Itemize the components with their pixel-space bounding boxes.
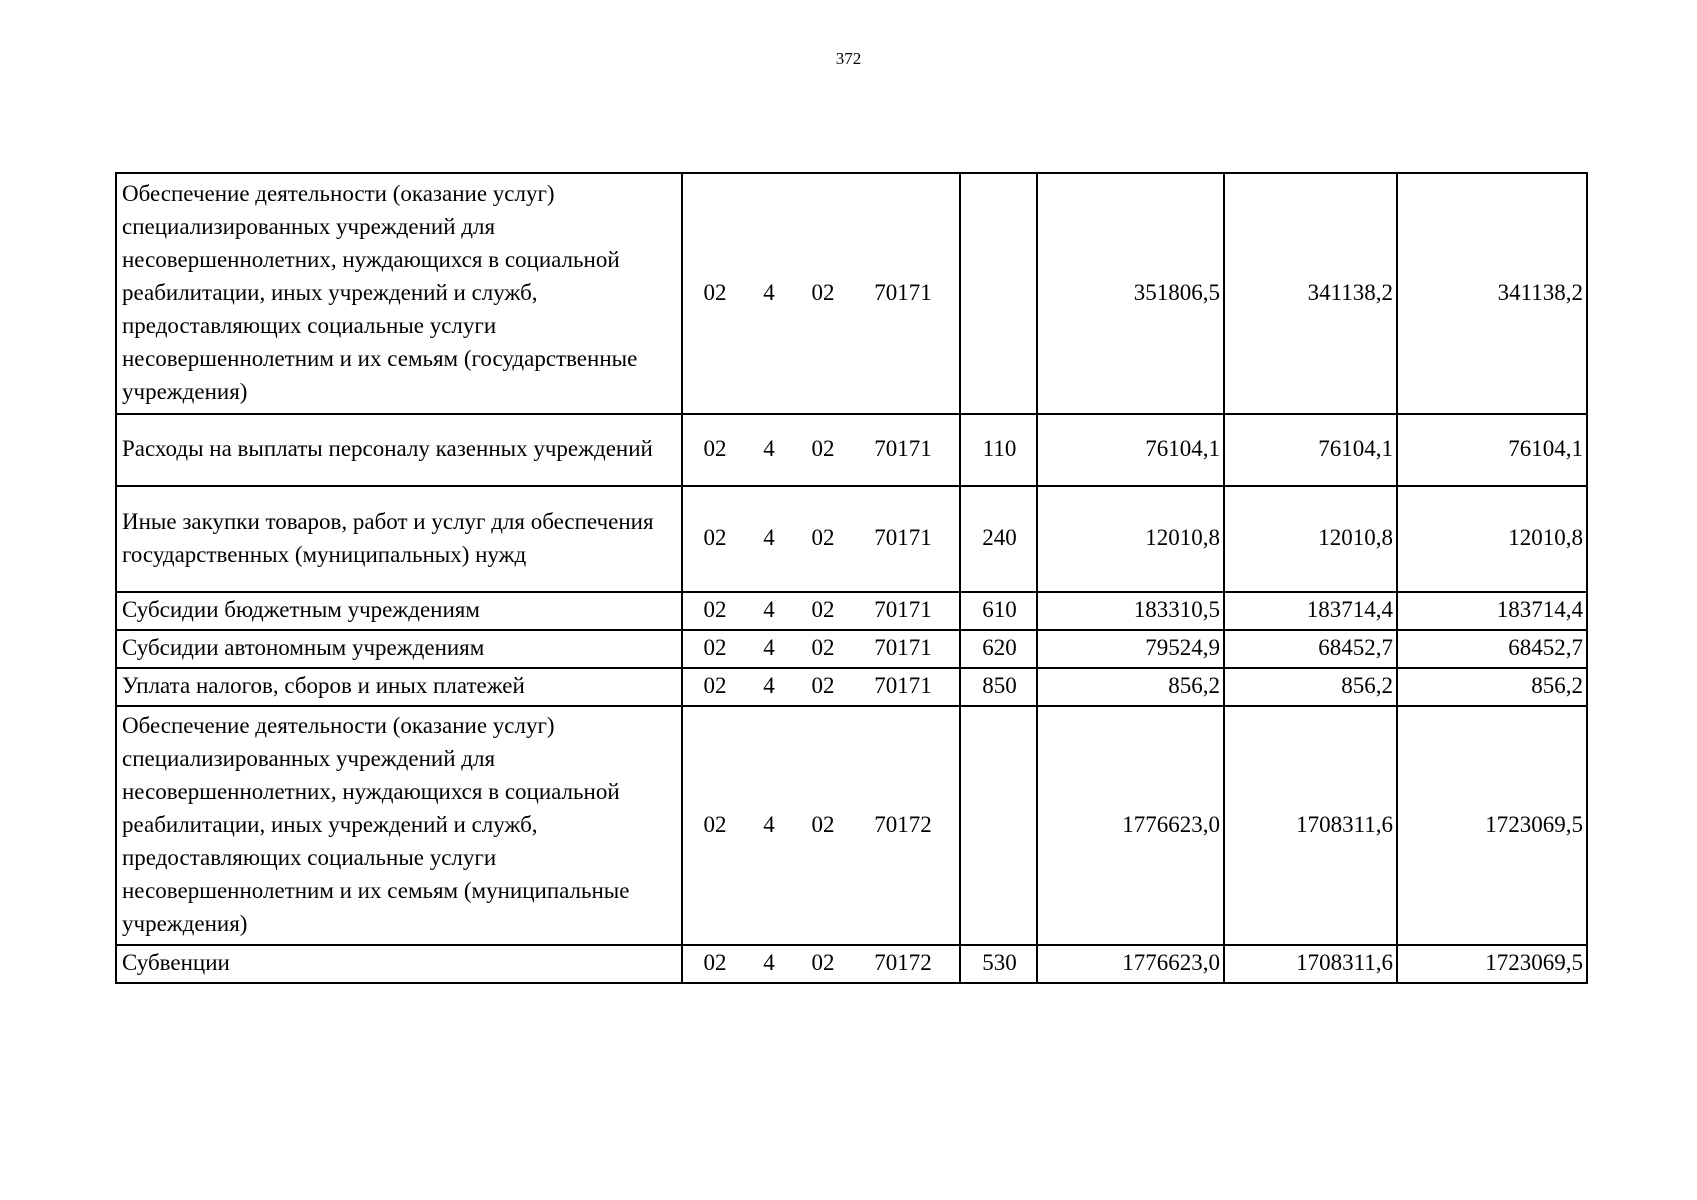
program-code: 02 — [703, 811, 727, 837]
expense-type-code: 240 — [960, 486, 1037, 592]
sum-year-2: 1708311,6 — [1224, 945, 1397, 983]
sum-year-1: 79524,9 — [1037, 630, 1224, 668]
program-code: 02 — [703, 950, 727, 975]
sum-year-3: 68452,7 — [1397, 630, 1587, 668]
program-code: 02 — [703, 279, 727, 305]
table-row — [116, 945, 1587, 983]
row-name: Обеспечение деятельности (оказание услуг) специализированных учреждений для несовершеннолетних, нуждающихся в социальной реабилитации, иных учреждений и служб, предоставляющих социальные услуги несовершеннолетним и их семьям (муниципальные учреждения) — [116, 706, 682, 945]
row-codes — [682, 668, 960, 706]
sum-year-3: 12010,8 — [1397, 486, 1587, 592]
event-code: 02 — [811, 635, 835, 660]
event-code: 02 — [811, 436, 835, 461]
sum-year-1: 1776623,0 — [1037, 945, 1224, 983]
table-row — [116, 486, 1587, 592]
expense-type-code: 620 — [960, 630, 1037, 668]
direction-code: 70171 — [874, 525, 932, 550]
subprogram-code: 4 — [763, 597, 775, 622]
direction-code: 70171 — [874, 673, 932, 698]
sum-year-2: 341138,2 — [1224, 173, 1397, 414]
subprogram-code: 4 — [763, 635, 775, 660]
subprogram-code: 4 — [763, 525, 775, 550]
subprogram-code: 4 — [763, 950, 775, 975]
expense-type-code: 610 — [960, 592, 1037, 630]
subprogram-code: 4 — [763, 436, 775, 461]
row-name: Уплата налогов, сборов и иных платежей — [116, 668, 682, 706]
event-code: 02 — [811, 673, 835, 698]
table-row — [116, 173, 1587, 414]
event-code: 02 — [811, 525, 835, 550]
row-codes — [682, 173, 960, 414]
direction-code: 70172 — [874, 811, 932, 837]
direction-code: 70172 — [874, 950, 932, 975]
sum-year-3: 856,2 — [1397, 668, 1587, 706]
row-codes — [682, 945, 960, 983]
budget-table-body — [116, 173, 1587, 983]
sum-year-2: 12010,8 — [1224, 486, 1397, 592]
program-code: 02 — [703, 525, 727, 550]
sum-year-3: 1723069,5 — [1397, 706, 1587, 945]
row-codes — [682, 592, 960, 630]
row-name: Иные закупки товаров, работ и услуг для обеспечения государственных (муниципальных) нужд — [116, 486, 682, 592]
row-name: Расходы на выплаты персоналу казенных учреждений — [116, 414, 682, 486]
sum-year-2: 76104,1 — [1224, 414, 1397, 486]
direction-code: 70171 — [874, 635, 932, 660]
event-code: 02 — [811, 279, 835, 305]
expense-type-code — [960, 173, 1037, 414]
expense-type-code: 850 — [960, 668, 1037, 706]
direction-code: 70171 — [874, 279, 932, 305]
direction-code: 70171 — [874, 436, 932, 461]
program-code: 02 — [703, 635, 727, 660]
sum-year-3: 1723069,5 — [1397, 945, 1587, 983]
direction-code: 70171 — [874, 597, 932, 622]
sum-year-1: 76104,1 — [1037, 414, 1224, 486]
expense-type-code — [960, 706, 1037, 945]
table-row — [116, 668, 1587, 706]
event-code: 02 — [811, 950, 835, 975]
table-row — [116, 630, 1587, 668]
row-name: Субсидии бюджетным учреждениям — [116, 592, 682, 630]
sum-year-3: 183714,4 — [1397, 592, 1587, 630]
row-codes — [682, 630, 960, 668]
row-codes — [682, 486, 960, 592]
sum-year-1: 12010,8 — [1037, 486, 1224, 592]
subprogram-code: 4 — [763, 279, 775, 305]
sum-year-2: 183714,4 — [1224, 592, 1397, 630]
row-name: Субвенции — [116, 945, 682, 983]
table-row — [116, 706, 1587, 945]
sum-year-1: 856,2 — [1037, 668, 1224, 706]
sum-year-2: 1708311,6 — [1224, 706, 1397, 945]
event-code: 02 — [811, 597, 835, 622]
budget-table — [115, 172, 1588, 984]
row-codes — [682, 706, 960, 945]
sum-year-1: 1776623,0 — [1037, 706, 1224, 945]
table-row — [116, 414, 1587, 486]
row-name: Субсидии автономным учреждениям — [116, 630, 682, 668]
expense-type-code: 110 — [960, 414, 1037, 486]
sum-year-2: 856,2 — [1224, 668, 1397, 706]
table-row — [116, 592, 1587, 630]
sum-year-3: 76104,1 — [1397, 414, 1587, 486]
event-code: 02 — [811, 811, 835, 837]
program-code: 02 — [703, 673, 727, 698]
expense-type-code: 530 — [960, 945, 1037, 983]
subprogram-code: 4 — [763, 673, 775, 698]
sum-year-1: 183310,5 — [1037, 592, 1224, 630]
sum-year-1: 351806,5 — [1037, 173, 1224, 414]
program-code: 02 — [703, 436, 727, 461]
program-code: 02 — [703, 597, 727, 622]
row-name: Обеспечение деятельности (оказание услуг) специализированных учреждений для несовершеннолетних, нуждающихся в социальной реабилитации, иных учреждений и служб, предоставляющих социальные услуги несовершеннолетним и их семьям (государственные учреждения) — [116, 173, 682, 414]
sum-year-3: 341138,2 — [1397, 173, 1587, 414]
row-codes — [682, 414, 960, 486]
sum-year-2: 68452,7 — [1224, 630, 1397, 668]
page-number: 372 — [835, 49, 862, 68]
subprogram-code: 4 — [763, 811, 775, 837]
